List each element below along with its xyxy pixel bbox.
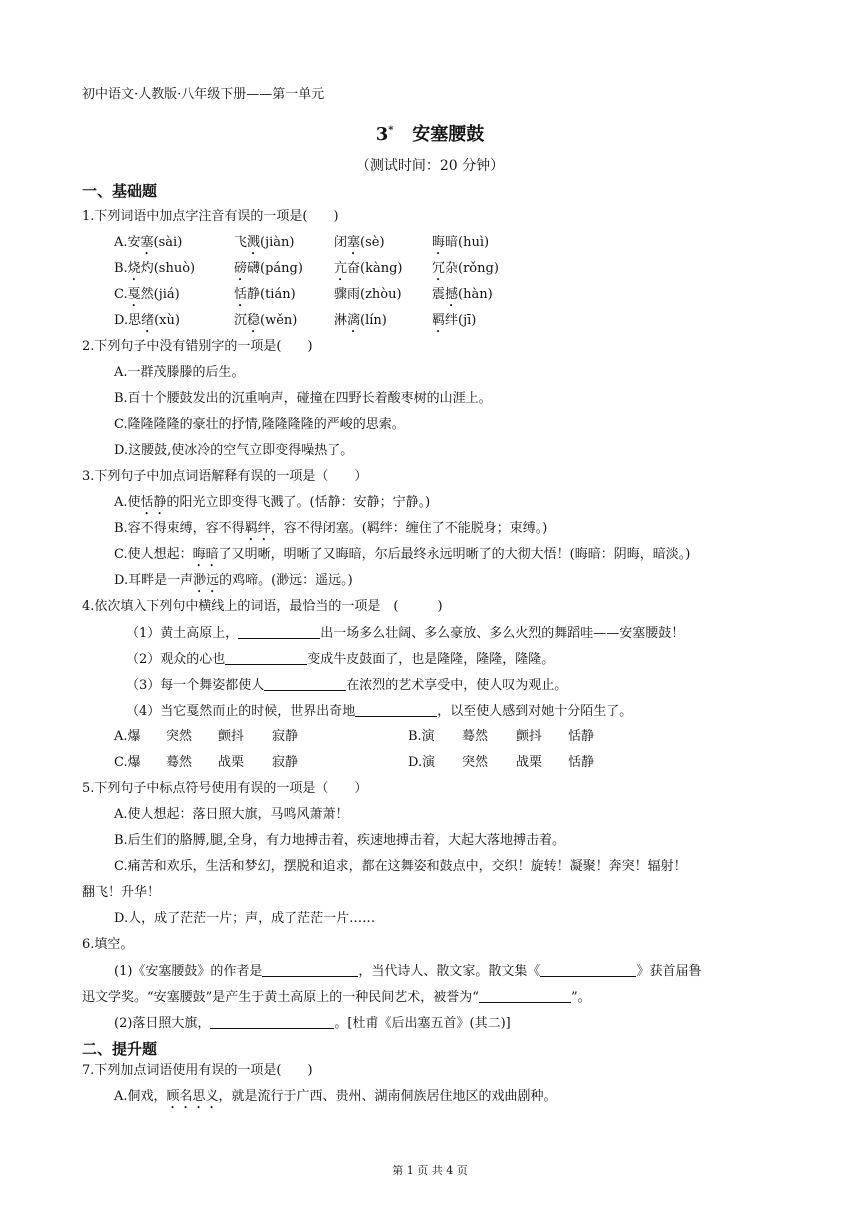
blank-line xyxy=(264,676,346,691)
section-basic: 一、基础题 xyxy=(82,182,158,200)
emphasized-char: 烧 xyxy=(127,261,141,276)
question-5-option-b: B.后生们的胳膊,腿,全身，有力地搏击着，疾速地搏击着，大起大落地搏击着。 xyxy=(114,833,565,848)
emphasized-char: 磅 xyxy=(234,261,248,276)
word-with-pinyin: 骤雨(zhòu) xyxy=(334,287,402,302)
emphasized-char: 漓 xyxy=(347,313,361,328)
question-4-sentence-3: （3）每一个舞姿都使人 在浓烈的艺术享受中，使人叹为观止。 xyxy=(126,678,568,693)
question-4-sentence-1: （1）黄土高原上， 出一场多么壮阔、多么豪放、多么火烈的舞蹈哇——安塞腰鼓！ xyxy=(126,626,685,641)
word-with-pinyin: 震撼(hàn) xyxy=(432,287,493,302)
blank-line xyxy=(262,962,358,977)
question-3-option-a: A.使恬静的阳光立即变得飞溅了。(恬静：安静；宁静。) xyxy=(114,495,431,510)
question-5-stem: 5.下列句子中标点符号使用有误的一项是（ ） xyxy=(82,781,368,796)
question-7-stem: 7.下列加点词语使用有误的一项是( ) xyxy=(82,1063,313,1078)
test-time: （测试时间：20 分钟） xyxy=(355,158,505,174)
question-4-sentence-4: （4）当它戛然而止的时候，世界出奇地 ，以至使人感到对她十分陌生了。 xyxy=(126,704,633,719)
word-with-pinyin: 羁绊(jī) xyxy=(432,313,477,328)
word-with-pinyin: 沉稳(wěn) xyxy=(234,313,298,328)
question-7-option-a: A.侗戏，顾名思义，就是流行于广西、贵州、湖南侗族居住地区的戏曲剧种。 xyxy=(114,1089,557,1104)
question-3-stem: 3.下列句子中加点词语解释有误的一项是（ ） xyxy=(82,469,368,484)
emphasized-char: 稳 xyxy=(247,313,261,328)
word-with-pinyin: 亢奋(kàng) xyxy=(334,261,403,276)
emphasized-char: 冗 xyxy=(432,261,446,276)
question-5-option-d: D.人，成了茫茫一片；声，成了茫茫一片…… xyxy=(114,911,376,926)
document-header: 初中语文·人教版·八年级下册——第一单元 xyxy=(82,87,325,102)
question-6-stem: 6.填空。 xyxy=(82,937,134,952)
question-2-option-b: B.百十个腰鼓发出的沉重响声，碰撞在四野长着酸枣树的山涯上。 xyxy=(114,391,492,406)
emphasized-word: 顾名思义 xyxy=(166,1089,219,1104)
blank-line xyxy=(355,702,437,717)
emphasized-char: 撼 xyxy=(445,287,459,302)
emphasized-char: 恬 xyxy=(234,287,248,302)
emphasized-char: 溅 xyxy=(247,235,261,250)
emphasized-char: 羁 xyxy=(432,313,446,328)
question-5-option-a: A.使人想起：落日照大旗，马鸣风萧萧！ xyxy=(114,807,349,822)
blank-line xyxy=(479,988,571,1003)
word-with-pinyin: 飞溅(jiàn) xyxy=(234,235,295,250)
emphasized-char: 塞 xyxy=(140,235,154,250)
word-with-pinyin: D.思绪(xù) xyxy=(114,313,180,328)
blank-line xyxy=(238,624,320,639)
question-5-option-c-cont: 翻飞！升华！ xyxy=(82,885,161,900)
blank-line xyxy=(540,962,636,977)
emphasized-char: 塞 xyxy=(347,235,361,250)
question-3-option-d: D.耳畔是一声渺远的鸡啼。(渺远：遥远。) xyxy=(114,573,353,588)
question-2-stem: 2.下列句子中没有错别字的一项是( ) xyxy=(82,339,313,354)
word-with-pinyin: 晦暗(huì) xyxy=(432,235,490,250)
word-with-pinyin: A.安塞(sài) xyxy=(114,235,183,250)
word-with-pinyin: 淋漓(lín) xyxy=(334,313,387,328)
emphasized-word: 渺远 xyxy=(193,573,220,588)
question-6-line-3: (2)落日照大旗， 。[杜甫《后出塞五首》(其二)] xyxy=(114,1016,511,1031)
blank-line xyxy=(225,650,307,665)
question-1-stem: 1.下列词语中加点字注音有误的一项是( ) xyxy=(82,209,339,224)
blank-line xyxy=(210,1014,334,1029)
word-with-pinyin: 磅礴(páng) xyxy=(234,261,303,276)
word-with-pinyin: 恬静(tián) xyxy=(234,287,296,302)
emphasized-char: 亢 xyxy=(334,261,348,276)
emphasized-word: 羁绊 xyxy=(244,521,271,536)
emphasized-char: 绪 xyxy=(141,313,155,328)
emphasized-word: 恬静 xyxy=(140,495,167,510)
question-2-option-d: D.这腰鼓,使冰冷的空气立即变得噪热了。 xyxy=(114,443,354,458)
page-footer: 第 1 页 共 4 页 xyxy=(392,1164,468,1177)
emphasized-char: 晦 xyxy=(432,235,446,250)
question-4-stem: 4.依次填入下列句中横线上的词语，最恰当的一项是 ( ) xyxy=(82,599,443,614)
section-advanced: 二、提升题 xyxy=(82,1040,158,1058)
emphasized-char: 戛 xyxy=(127,287,141,302)
question-3-option-b: B.容不得束缚，容不得羁绊，容不得闭塞。(羁绊：缠住了不能脱身；束缚。) xyxy=(114,521,548,536)
question-6-line-1: (1)《安塞腰鼓》的作者是 ，当代诗人、散文家。散文集《 》获首届鲁 xyxy=(114,964,702,979)
question-2-option-a: A.一群茂滕滕的后生。 xyxy=(114,365,245,380)
word-with-pinyin: C.戛然(jiá) xyxy=(114,287,180,302)
question-3-option-c: C.使人想起：晦暗了又明晰，明晰了又晦暗，尔后最终永远明晰了的大彻大悟！(晦暗：阴晦，暗淡。) xyxy=(114,547,691,562)
question-4-sentence-2: （2）观众的心也 变成牛皮鼓面了，也是隆隆，隆隆，隆隆。 xyxy=(126,652,555,667)
question-2-option-c: C.隆隆隆隆的豪壮的抒情,隆隆隆隆的严峻的思索。 xyxy=(114,417,405,432)
question-5-option-c: C.痛苦和欢乐，生活和梦幻，摆脱和追求，都在这舞姿和鼓点中，交织！旋转！凝聚！奔突！辐射！ xyxy=(114,859,687,874)
word-with-pinyin: 冗杂(rǒng) xyxy=(432,261,499,276)
word-with-pinyin: 闭塞(sè) xyxy=(334,235,385,250)
page-title: 3* 安塞腰鼓 xyxy=(375,124,485,145)
emphasized-word: 晦暗 xyxy=(192,547,219,562)
word-with-pinyin: B.烧灼(shuò) xyxy=(114,261,196,276)
question-6-line-2: 迅文学奖。“安塞腰鼓”是产生于黄土高原上的一种民间艺术，被誉为“ ”。 xyxy=(82,990,591,1005)
